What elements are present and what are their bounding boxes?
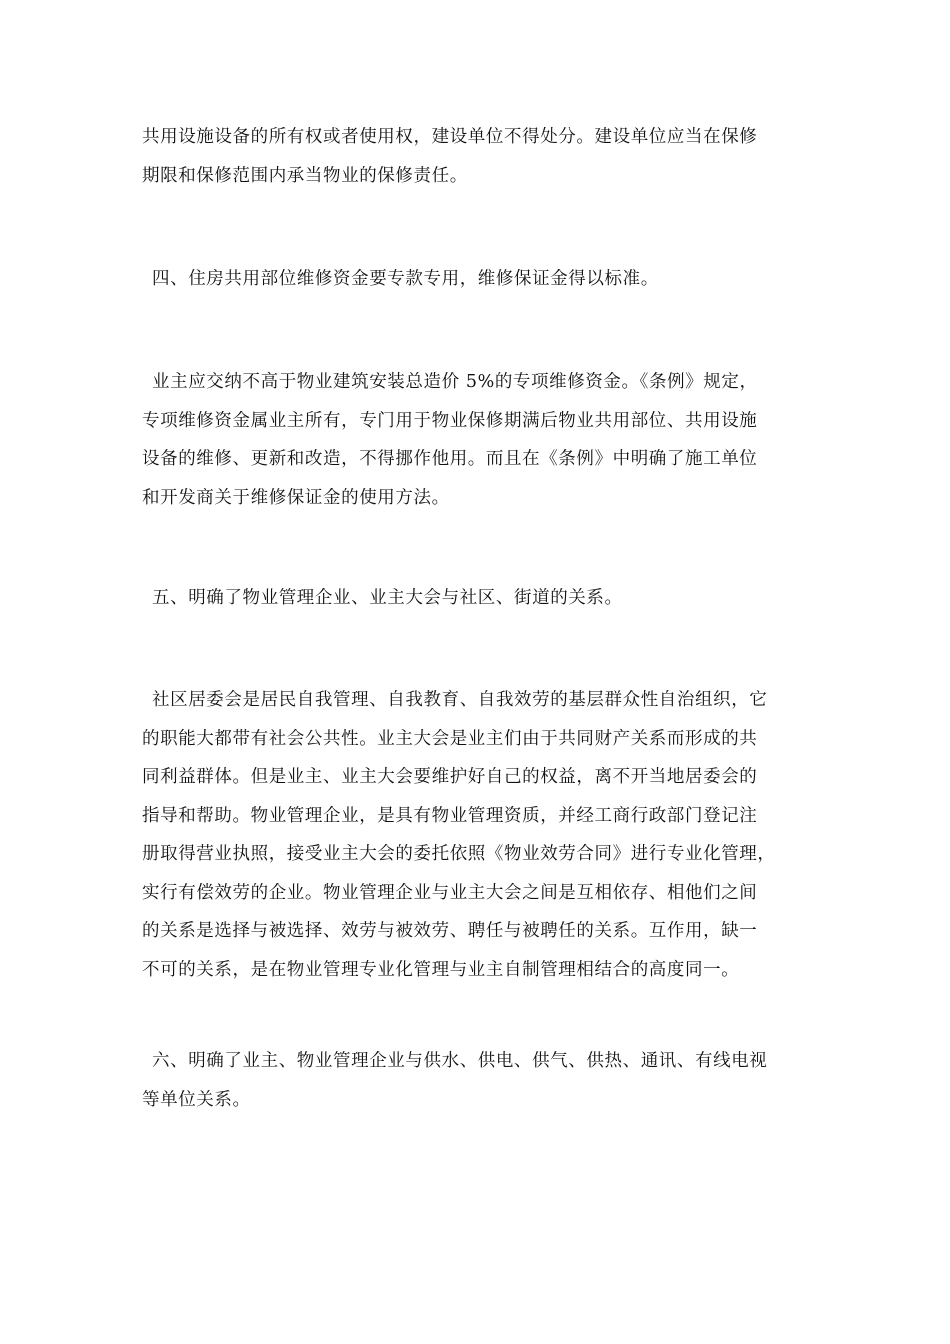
heading-text: 五、明确了物业管理企业、业主大会与社区、街道的关系。 [152, 588, 623, 608]
text-line: 同利益群体。但是业主、业主大会要维护好自己的权益，离不开当地居委会的 [142, 767, 758, 787]
section-heading-6 [142, 1042, 810, 1119]
text-line: 共用设施设备的所有权或者使用权，建设单位不得处分。建设单位应当在保修 [142, 127, 758, 147]
text-line: 和开发商关于维修保证金的使用方法。 [142, 487, 450, 508]
text-line: 不可的关系，是在物业管理专业化管理与业主自制管理相结合的高度同一。 [142, 959, 740, 980]
text-line: 期限和保修范围内承当物业的保修责任。 [142, 165, 468, 186]
text-line: 的职能大都带有社会公共性。业主大会是业主们由于共同财产关系而形成的共 [142, 728, 758, 749]
paragraph-maintenance-fund [142, 363, 810, 517]
paragraph-community-relations [142, 681, 810, 989]
text-line: 的关系是选择与被选择、效劳与被效劳、聘任与被聘任的关系。互作用，缺一 [142, 921, 758, 941]
text-line: 业主应交纳不高于物业建筑安装总造价 5%的专项维修资金。《条例》规定， [152, 372, 758, 392]
text-line: 社区居委会是居民自我管理、自我教育、自我效劳的基层群众性自治组织，它 [152, 690, 768, 710]
section-heading-4 [142, 260, 810, 299]
text-line: 专项维修资金属业主所有，专门用于物业保修期满后物业共用部位、共用设施 [142, 410, 758, 431]
text-line: 指导和帮助。物业管理企业，是具有物业管理资质，并经工商行政部门登记注 [142, 805, 758, 826]
heading-text: 等单位关系。 [142, 1089, 251, 1110]
section-heading-5 [142, 579, 810, 618]
text-line: 册取得营业执照，接受业主大会的委托依照《物业效劳合同》进行专业化管理， [142, 844, 776, 864]
heading-text: 四、住房共用部位维修资金要专款专用，维修保证金得以标准。 [152, 269, 659, 289]
paragraph-warranty [142, 118, 810, 195]
text-line: 设备的维修、更新和改造，不得挪作他用。而且在《条例》中明确了施工单位 [142, 449, 758, 469]
heading-text: 六、明确了业主、物业管理企业与供水、供电、供气、供热、通讯、有线电视 [152, 1051, 768, 1071]
text-line: 实行有偿效劳的企业。物业管理企业与业主大会之间是互相依存、相他们之间 [142, 882, 758, 903]
